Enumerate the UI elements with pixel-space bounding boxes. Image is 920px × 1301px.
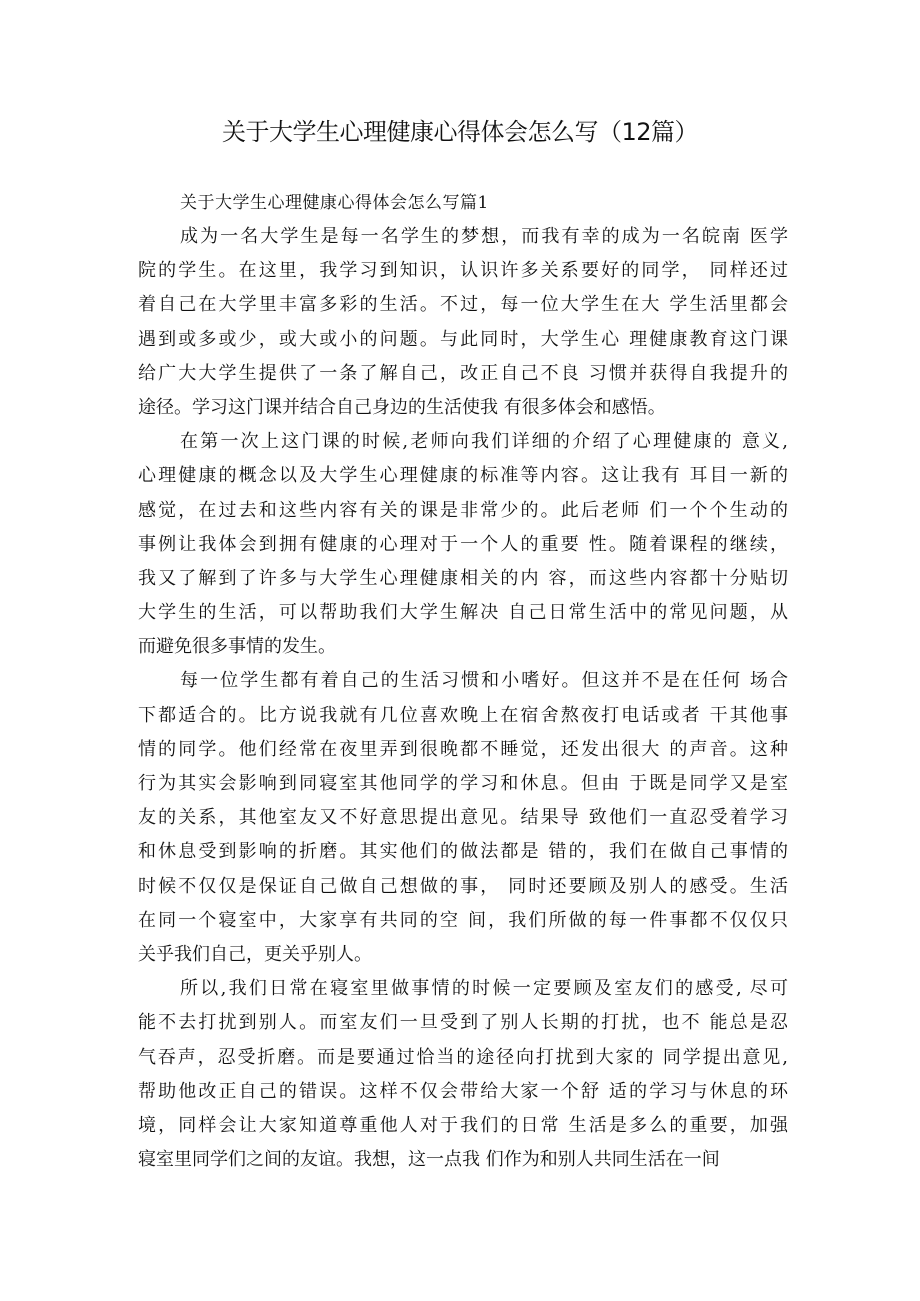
text-line: 院的学生。在这里，我学习到知识，认识许多关系要好的同学， 同样还过 [138,260,788,282]
paragraph [138,425,788,664]
text-line: 大学生的生活，可以帮助我们大学生解决 自己日常生活中的常见问题，从 [138,602,788,624]
text-line: 和休息受到影响的折磨。其实他们的做法都是 错的，我们在做自己事情的 [138,841,788,863]
text-line: 能不去打扰到别人。而室友们一旦受到了别人长期的打扰，也不 能总是忍 [138,1012,788,1034]
text-line: 途径。学习这门课并结合自己身边的生活使我 有很多体会和感悟。 [138,396,666,418]
document-title: 关于大学生心理健康心得体会怎么写（12篇） [221,118,699,146]
document-body [138,186,788,1177]
section-heading: 关于大学生心理健康心得体会怎么写篇1 [180,193,489,213]
paragraph-container [138,220,788,1177]
paragraph [138,972,788,1177]
text-line: 着自己在大学里丰富多彩的生活。不过，每一位大学生在大 学生活里都会 [138,294,788,316]
text-line: 气吞声，忍受折磨。而是要通过恰当的途径向打扰到大家的 同学提出意见, [138,1046,788,1068]
text-line: 所以,我们日常在寝室里做事情的时候一定要顾及室友们的感受, 尽可 [180,978,788,1000]
text-line: 关乎我们自己，更关乎别人。 [138,943,372,965]
text-line: 帮助他改正自己的错误。这样不仅会带给大家一个舒 适的学习与休息的环 [138,1080,788,1102]
text-line: 成为一名大学生是每一名学生的梦想，而我有幸的成为一名皖南 医学 [180,226,788,247]
text-line: 事例让我体会到拥有健康的心理对于一个人的重要 性。随着课程的继续， [138,533,788,555]
text-line: 在同一个寝室中，大家享有共同的空 间，我们所做的每一件事都不仅仅只 [138,909,788,931]
text-line: 情的同学。他们经常在夜里弄到很晚都不睡觉，还发出很大 的声音。这种 [138,738,788,760]
text-line: 境，同样会让大家知道尊重他人对于我们的日常 生活是多么的重要，加强 [138,1114,788,1136]
text-line: 时候不仅仅是保证自己做自己想做的事， 同时还要顾及别人的感受。生活 [138,875,788,897]
text-line: 下都适合的。比方说我就有几位喜欢晚上在宿舍熬夜打电话或者 干其他事 [138,704,788,726]
text-line: 感觉，在过去和这些内容有关的课是非常少的。此后老师 们一个个生动的 [138,499,788,521]
text-line: 我又了解到了许多与大学生心理健康相关的内 容，而这些内容都十分贴切 [138,567,788,589]
text-line: 心理健康的概念以及大学生心理健康的标准等内容。这让我有 耳目一新的 [138,465,788,487]
text-line: 在第一次上这门课的时候,老师向我们详细的介绍了心理健康的 意义, [180,431,788,453]
text-line: 遇到或多或少，或大或小的问题。与此同时，大学生心 理健康教育这门课 [138,328,788,350]
text-line: 寝室里同学们之间的友谊。我想，这一点我 们作为和别人共同生活在一间 [138,1149,720,1171]
paragraph [138,664,788,972]
text-line: 行为其实会影响到同寝室其他同学的学习和休息。但由 于既是同学又是室 [138,773,788,794]
text-line: 每一位学生都有着自己的生活习惯和小嗜好。但这并不是在任何 场合 [180,670,788,692]
text-line: 而避免很多事情的发生。 [138,636,336,658]
paragraph [138,220,788,425]
text-line: 给广大大学生提供了一条了解自己，改正自己不良 习惯并获得自我提升的 [138,362,788,384]
text-line: 友的关系，其他室友又不好意思提出意见。结果导 致他们一直忍受着学习 [138,807,788,829]
